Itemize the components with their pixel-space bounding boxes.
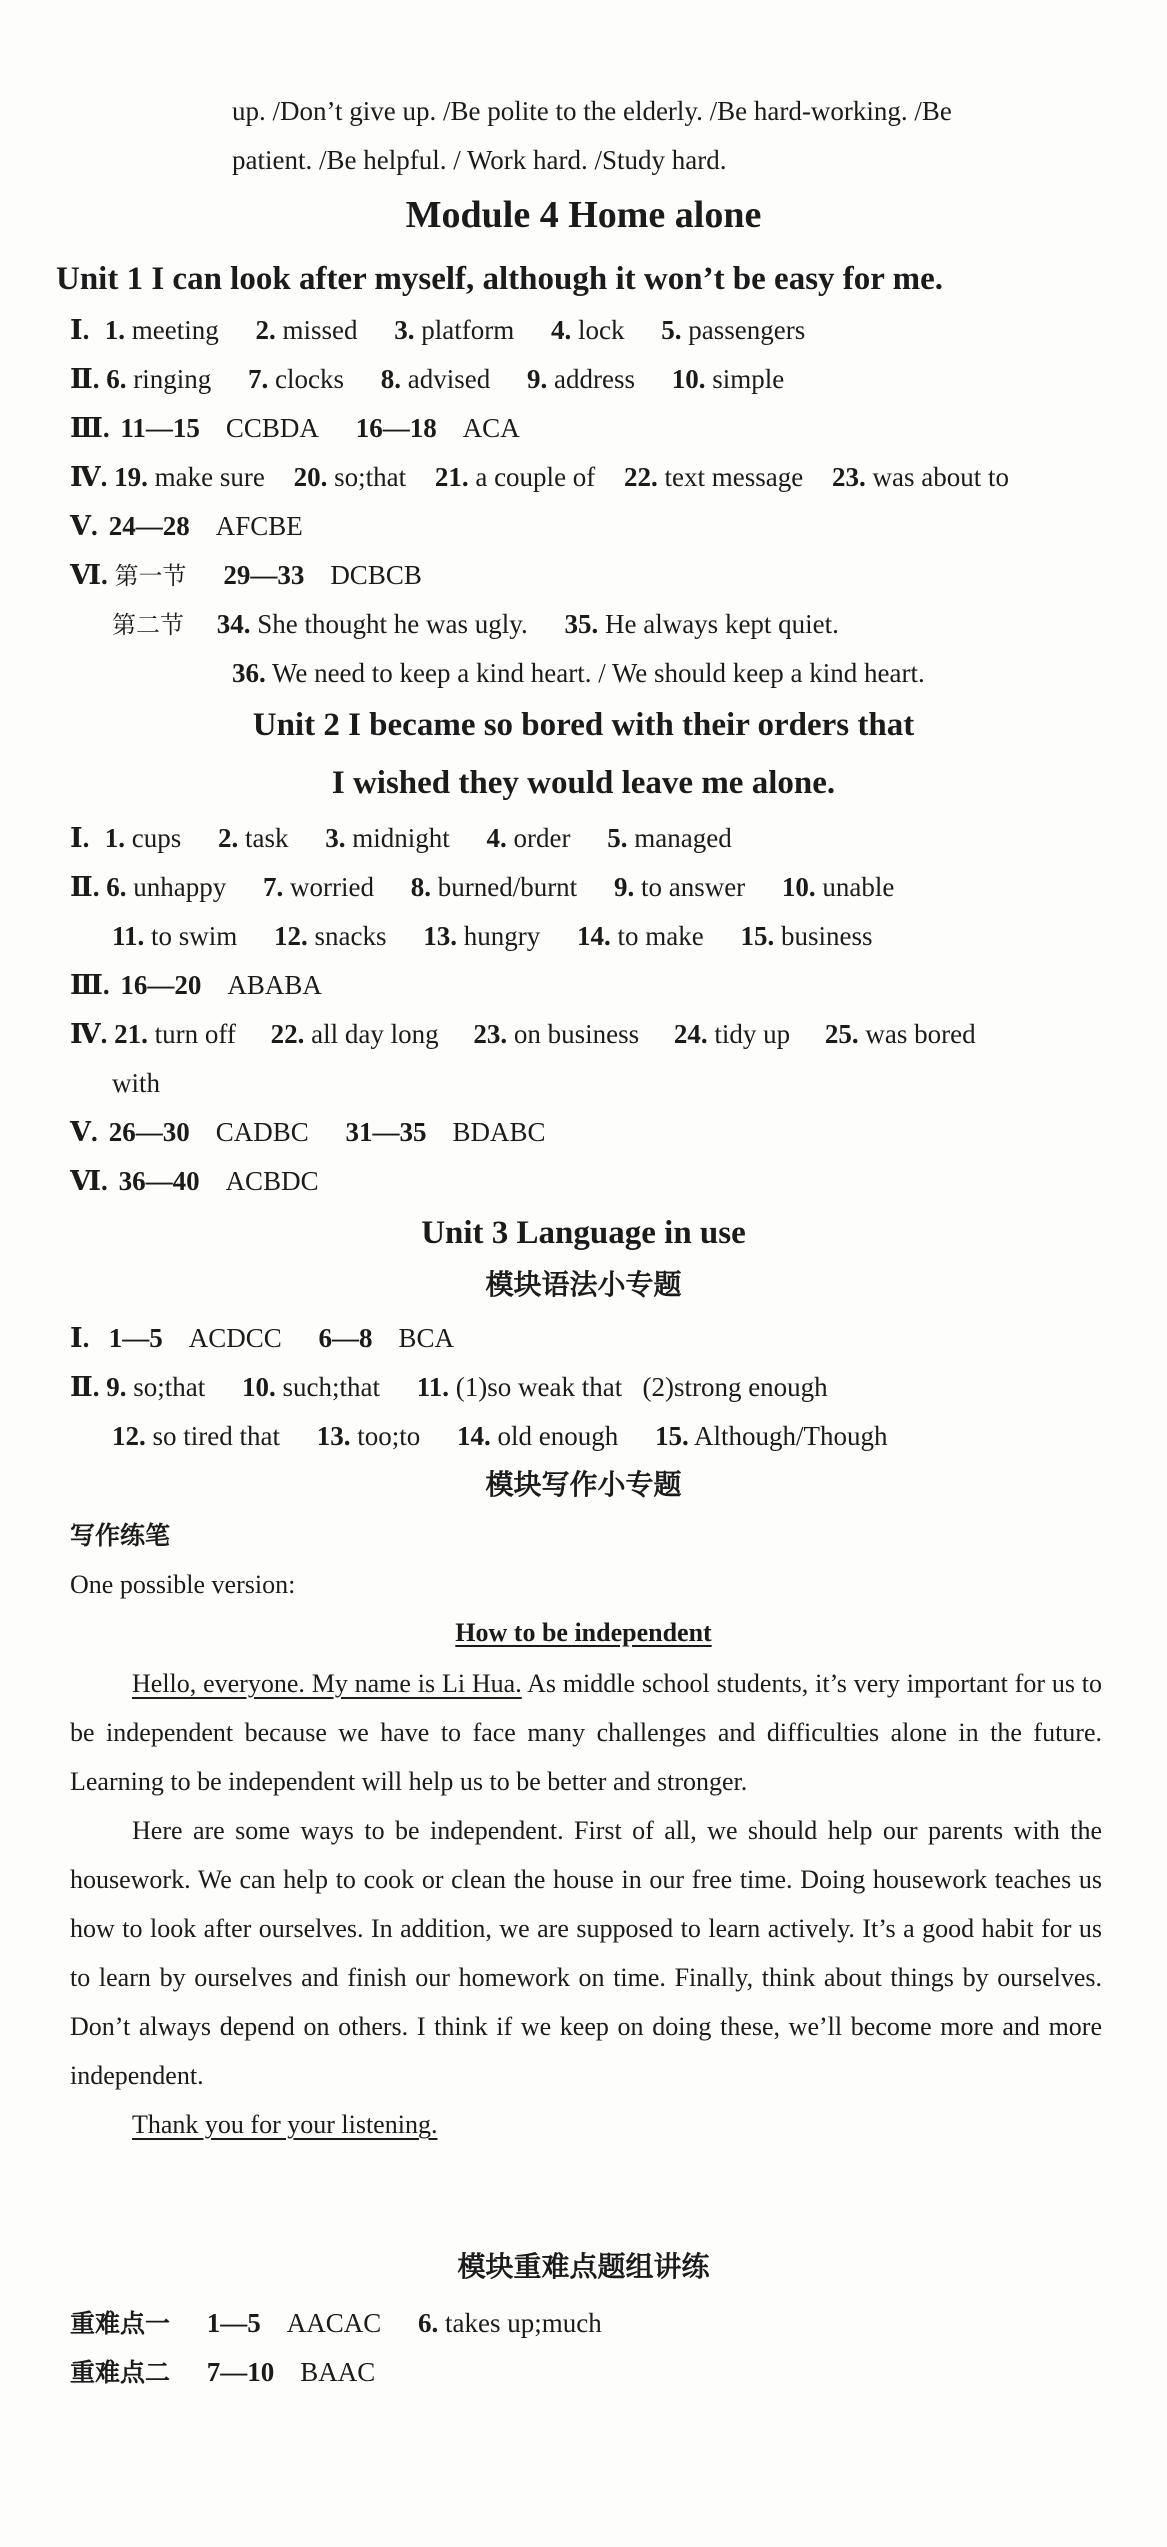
unit1-section-3: Ⅲ. 11—15 CCBDA 16—18 ACA xyxy=(70,413,520,443)
unit1-section-6: Ⅵ. 第一节 29—33 DCBCB xyxy=(70,560,422,590)
unit1-section-6-part2: 第二节 34. She thought he was ugly. 35. He always kept quiet. xyxy=(112,609,839,639)
essay-paragraph-1: Hello, everyone. My name is Li Hua. As middle school students, it’s very important for us to be independent because we have to face many challenges and difficulties alone in the future. Learning to be independent will help us to be better and stronger. xyxy=(70,1669,1102,1796)
continuation-line-1: up. /Don’t give up. /Be polite to the elderly. /Be hard-working. /Be xyxy=(232,96,952,126)
unit1-section-2: Ⅱ. 6. ringing 7. clocks 8. advised 9. address 10. simple xyxy=(70,359,1105,399)
unit2-section-4: Ⅳ. 21. turn off 22. all day long 23. on business 24. tidy up 25. was bored xyxy=(70,1019,976,1049)
unit1-title: Unit 1 I can look after myself, although it won’t be easy for me. xyxy=(56,261,943,297)
key-point-1: 重难点一 1—5 AACAC 6. takes up;much xyxy=(70,2308,602,2338)
unit2-title-line-2: I wished they would leave me alone. xyxy=(331,765,836,801)
writing-practice-label: 写作练笔 xyxy=(70,1521,171,1550)
unit2-section-1: Ⅰ. 1. cups 2. task 3. midnight 4. order 5. managed xyxy=(70,823,732,853)
grammar-topic-title: 模块语法小专题 xyxy=(485,1268,682,1301)
grammar-section-2-cont: 12. so tired that 13. too;to 14. old enough 15. Although/Though xyxy=(112,1421,888,1451)
section-label: Ⅰ. xyxy=(70,315,90,345)
unit1-section-4: Ⅳ. 19. make sure 20. so;that 21. a couple of 22. text message 23. was about to xyxy=(70,462,1009,492)
unit1-item-36: 36. We need to keep a kind heart. / We should keep a kind heart. xyxy=(232,658,925,688)
possible-version-label: One possible version: xyxy=(70,1570,296,1599)
essay-body xyxy=(70,1659,1102,2149)
unit2-section-6: Ⅵ. 36—40 ACBDC xyxy=(70,1166,319,1196)
key-point-2: 重难点二 7—10 BAAC xyxy=(70,2357,376,2387)
unit2-section-2-cont: 11. to swim 12. snacks 13. hungry 14. to make 15. business xyxy=(112,921,873,951)
unit1-section-5: Ⅴ. 24—28 AFCBE xyxy=(70,511,303,541)
essay-paragraph-3: Thank you for your listening. xyxy=(132,2110,438,2139)
unit2-section-5: Ⅴ. 26—30 CADBC 31—35 BDABC xyxy=(70,1117,546,1147)
module-title: Module 4 Home alone xyxy=(405,194,762,236)
continuation-line-2: patient. /Be helpful. / Work hard. /Study hard. xyxy=(232,145,727,175)
writing-topic-title: 模块写作小专题 xyxy=(485,1468,682,1501)
unit3-title: Unit 3 Language in use xyxy=(421,1215,746,1251)
unit2-section-4-wrap: with xyxy=(112,1068,161,1098)
section-label: Ⅱ. xyxy=(70,364,100,394)
essay-title: How to be independent xyxy=(455,1618,712,1647)
key-points-title: 模块重难点题组讲练 xyxy=(457,2250,710,2283)
unit2-title-line-1: Unit 2 I became so bored with their orders that xyxy=(252,707,915,743)
unit1-section-1: Ⅰ. 1. meeting 2. missed 3. platform 4. lock 5. passengers xyxy=(70,310,1105,350)
grammar-section-2: Ⅱ. 9. so;that 10. such;that 11. (1)so weak that (2)strong enough xyxy=(70,1372,828,1402)
unit2-section-2: Ⅱ. 6. unhappy 7. worried 8. burned/burnt 9. to answer 10. unable xyxy=(70,872,895,902)
unit2-section-3: Ⅲ. 16—20 ABABA xyxy=(70,970,322,1000)
grammar-section-1: Ⅰ. 1—5 ACDCC 6—8 BCA xyxy=(70,1323,455,1353)
essay-paragraph-2: Here are some ways to be independent. First of all, we should help our parents with the housework. We can help to cook or clean the house in our free time. Doing housework teaches us how to look after ourselves. In addition, we are supposed to learn actively. It’s a good habit for us to learn by ourselves and finish our homework on time. Finally, think about things by ourselves. Don’t always depend on others. I think if we keep on doing these, we’ll become more and more independent. xyxy=(70,1816,1102,2090)
